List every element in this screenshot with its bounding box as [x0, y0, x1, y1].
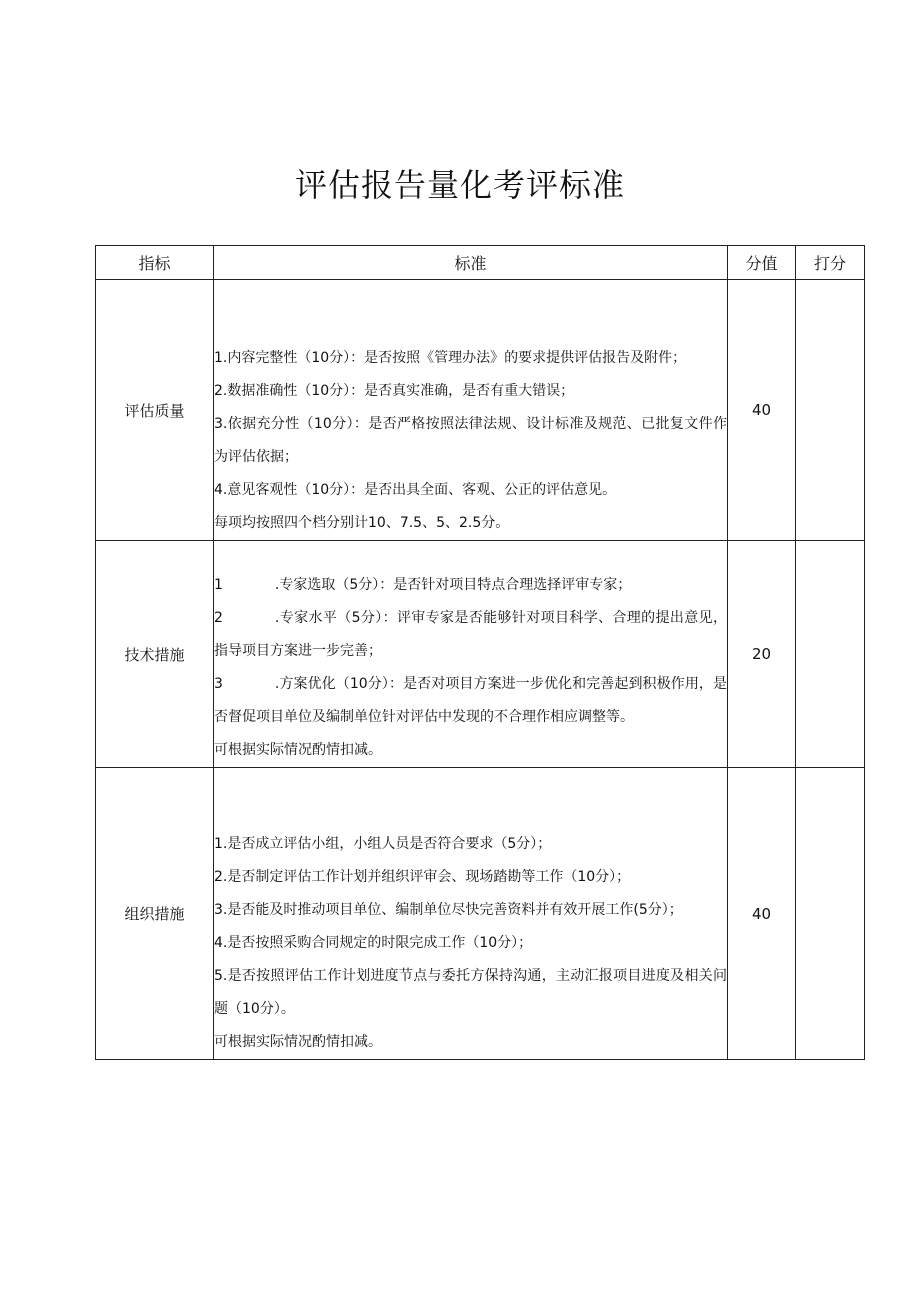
- standard-line: 可根据实际情况酌情扣减。: [214, 1034, 382, 1050]
- page-title: 评估报告量化考评标准: [294, 166, 625, 204]
- indicator-cell: 技术措施: [96, 541, 214, 768]
- item-text: .专家选取（5分）：是否针对项目特点合理选择评审专家；: [274, 577, 632, 593]
- standard-line: 4.意见客观性（10分）：是否出具全面、客观、公正的评估意见。: [214, 482, 617, 498]
- header-score: 分值: [728, 246, 796, 280]
- standard-line: 每项均按照四个档分别计10、7.5、5、2.5分。: [214, 515, 510, 531]
- score-cell: 20: [728, 541, 796, 768]
- standard-item: [214, 569, 727, 602]
- standard-line: 4.是否按照采购合同规定的时限完成工作（10分）；: [214, 935, 533, 951]
- standard-line: 3.依据充分性（10分）：是否严格按照法律法规、设计标准及规范、已批复文件作为评估依据；: [214, 416, 727, 465]
- standard-line: 5.是否按照评估工作计划进度节点与委托方保持沟通，主动汇报项目进度及相关问题（10分）。: [214, 968, 727, 1017]
- header-mark: 打分: [796, 246, 865, 280]
- standard-cell: [214, 541, 728, 768]
- standard-note: 可根据实际情况酌情扣减。: [214, 742, 382, 758]
- standard-line: 2.数据准确性（10分）：是否真实准确，是否有重大错误；: [214, 383, 575, 399]
- mark-cell[interactable]: [796, 280, 865, 541]
- table-row: [96, 280, 865, 541]
- standard-line: 2.是否制定评估工作计划并组织评审会、现场踏勘等工作（10分）；: [214, 869, 631, 885]
- standard-line: 1.内容完整性（10分）：是否按照《管理办法》的要求提供评估报告及附件；: [214, 350, 687, 366]
- mark-cell[interactable]: [796, 541, 865, 768]
- item-number: 1: [214, 577, 223, 593]
- standard-line: 1.是否成立评估小组，小组人员是否符合要求（5分）；: [214, 836, 552, 852]
- header-indicator: 指标: [96, 246, 214, 280]
- criteria-table: [95, 245, 865, 1060]
- score-cell: 40: [728, 768, 796, 1060]
- indicator-cell: 组织措施: [96, 768, 214, 1060]
- mark-cell[interactable]: [796, 768, 865, 1060]
- standard-item: [214, 668, 727, 734]
- item-number: 2: [214, 610, 223, 626]
- item-text: .专家水平（5分）：评审专家是否能够针对项目科学、合理的提出意见，指导项目方案进一步完善；: [214, 610, 727, 659]
- standard-cell: [214, 280, 728, 541]
- standard-line: 3.是否能及时推动项目单位、编制单位尽快完善资料并有效开展工作(5分）；: [214, 902, 683, 918]
- table-row: [96, 768, 865, 1060]
- standard-item: [214, 602, 727, 668]
- item-text: .方案优化（10分）：是否对项目方案进一步优化和完善起到积极作用，是否督促项目单位及编制单位针对评估中发现的不合理作相应调整等。: [214, 676, 727, 725]
- item-number: 3: [214, 676, 223, 692]
- table-row: [96, 541, 865, 768]
- score-cell: 40: [728, 280, 796, 541]
- standard-cell: [214, 768, 728, 1060]
- indicator-cell: 评估质量: [96, 280, 214, 541]
- table-header-row: [96, 246, 865, 280]
- header-standard: 标准: [214, 246, 728, 280]
